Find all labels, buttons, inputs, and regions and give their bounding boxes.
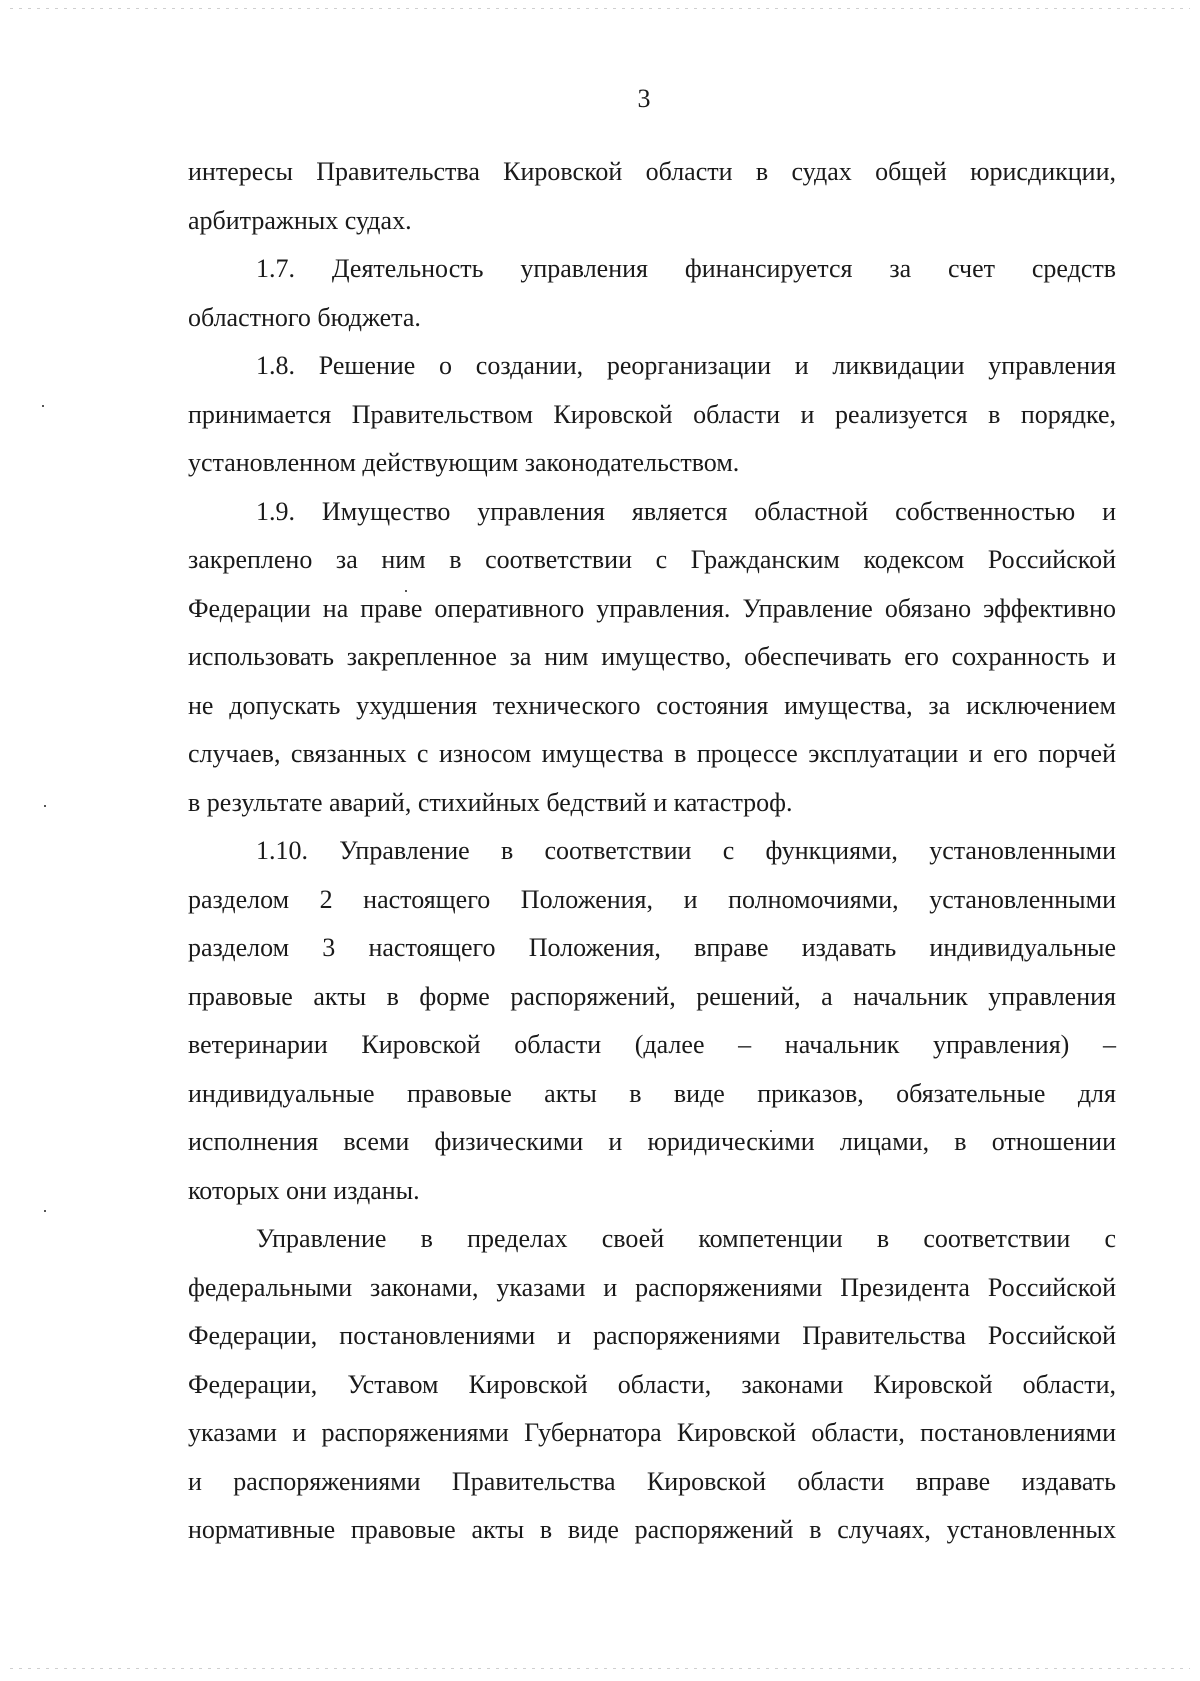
scan-speck bbox=[42, 405, 44, 407]
text-line: установленном действующим законодательством. bbox=[188, 448, 740, 477]
text-line: нормативные правовые акты в виде распоряжений в случаях, установленных bbox=[188, 1515, 1116, 1544]
text-line: закреплено за ним в соответствии с Гражданским кодексом Российской bbox=[188, 545, 1116, 574]
paragraph-1-7 bbox=[188, 245, 1116, 342]
text-line: правовые акты в форме распоряжений, решений, а начальник управления bbox=[188, 981, 1116, 1011]
text-line: разделом 3 настоящего Положения, вправе издавать индивидуальные bbox=[188, 933, 1116, 962]
paragraph-1-8 bbox=[188, 342, 1116, 488]
text-line: 1.7. Деятельность управления финансируется за счет средств bbox=[256, 254, 1116, 283]
text-line: не допускать ухудшения технического состояния имущества, за исключением bbox=[188, 690, 1116, 720]
text-line: областного бюджета. bbox=[188, 302, 421, 332]
scan-speck bbox=[44, 805, 46, 807]
text-line: разделом 2 настоящего Положения, и полномочиями, установленными bbox=[188, 884, 1116, 914]
text-line: и распоряжениями Правительства Кировской области вправе издавать bbox=[188, 1466, 1116, 1496]
text-line: 1.9. Имущество управления является областной собственностью и bbox=[256, 496, 1116, 526]
text-line: арбитражных судах. bbox=[188, 205, 412, 235]
text-line: принимается Правительством Кировской области и реализуется в порядке, bbox=[188, 399, 1116, 429]
text-line: исполнения всеми физическими и юридическими лицами, в отношении bbox=[188, 1127, 1116, 1156]
paragraph-normative-acts bbox=[188, 1215, 1116, 1555]
paragraph-1-10 bbox=[188, 827, 1116, 1215]
text-line: в результате аварий, стихийных бедствий и катастроф. bbox=[188, 787, 793, 817]
page-number: 3 bbox=[637, 84, 651, 113]
text-line: 1.10. Управление в соответствии с функциями, установленными bbox=[256, 836, 1116, 865]
text-line: индивидуальные правовые акты в виде приказов, обязательные для bbox=[188, 1078, 1116, 1108]
paragraph-1-6-continuation bbox=[188, 148, 1116, 245]
text-line: 1.8. Решение о создании, реорганизации и ликвидации управления bbox=[256, 351, 1116, 380]
text-line: Управление в пределах своей компетенции в соответствии с bbox=[256, 1224, 1116, 1253]
text-line: Федерации, Уставом Кировской области, законами Кировской области, bbox=[188, 1369, 1116, 1399]
document-body bbox=[188, 148, 1116, 1555]
text-line: которых они изданы. bbox=[188, 1175, 420, 1205]
text-line: интересы Правительства Кировской области в судах общей юрисдикции, bbox=[188, 157, 1116, 186]
text-line: Федерации, постановлениями и распоряжениями Правительства Российской bbox=[188, 1321, 1116, 1350]
scan-bottom-edge bbox=[10, 1668, 1190, 1669]
paragraph-1-9 bbox=[188, 488, 1116, 828]
text-line: федеральными законами, указами и распоряжениями Президента Российской bbox=[188, 1272, 1116, 1302]
text-line: ветеринарии Кировской области (далее – начальник управления) – bbox=[188, 1030, 1116, 1059]
text-line: Федерации на праве оперативного управления. Управление обязано эффективно bbox=[188, 593, 1116, 623]
scan-top-edge bbox=[10, 8, 1190, 9]
scan-speck bbox=[44, 1210, 46, 1212]
text-line: указами и распоряжениями Губернатора Кировской области, постановлениями bbox=[188, 1418, 1116, 1447]
text-line: случаев, связанных с износом имущества в процессе эксплуатации и его порчей bbox=[188, 739, 1116, 768]
text-line: использовать закрепленное за ним имущество, обеспечивать его сохранность и bbox=[188, 642, 1116, 671]
